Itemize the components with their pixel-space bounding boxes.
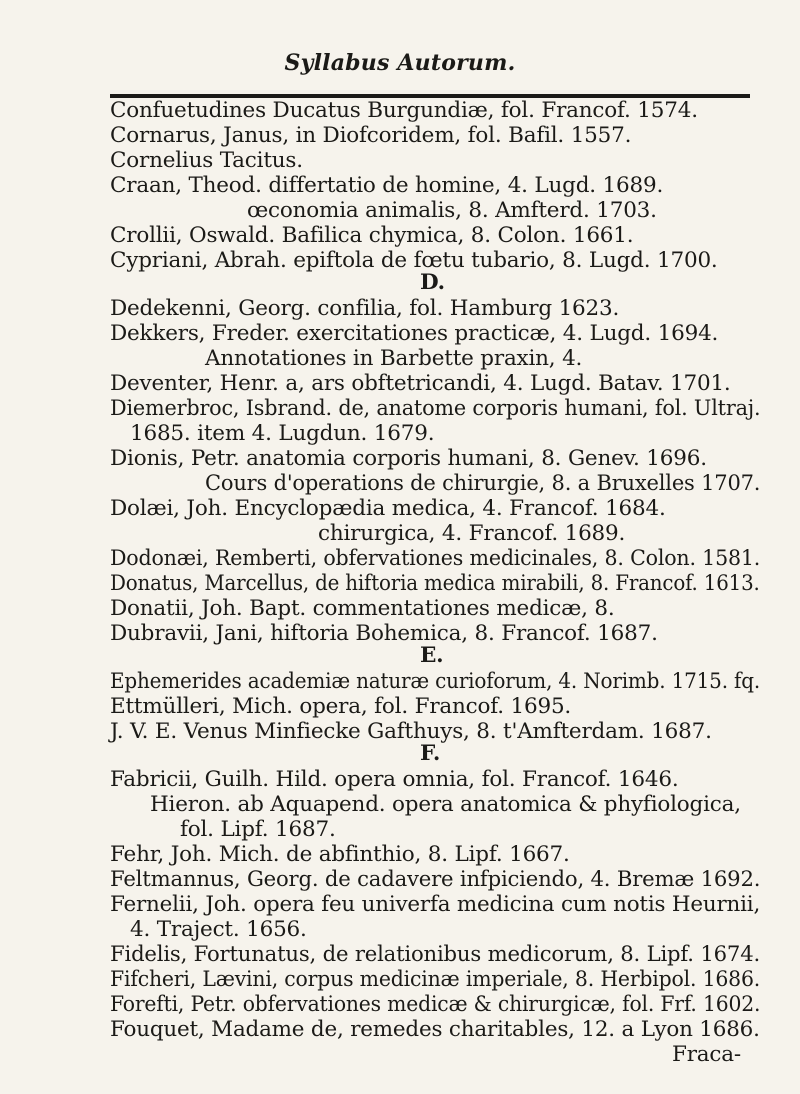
entry-continuation: fol. Lipf. 1687. — [180, 817, 336, 842]
entry-line: Confuetudines Ducatus Burgundiæ, fol. Francof. 1574. — [110, 98, 698, 123]
entry-line: J. V. E. Venus Minfiecke Gafthuys, 8. t'Amfterdam. 1687. — [110, 719, 712, 744]
entry-line: Crollii, Oswald. Bafilica chymica, 8. Colon. 1661. — [110, 223, 634, 248]
entry-continuation: œconomia animalis, 8. Amfterd. 1703. — [247, 198, 657, 223]
entry-continuation: 4. Traject. 1656. — [130, 917, 307, 942]
running-header: Syllabus Autorum. — [284, 50, 516, 76]
entry-continuation: Cours d'operations de chirurgie, 8. a Bruxelles 1707. — [205, 471, 761, 496]
entry-continuation: 1685. item 4. Lugdun. 1679. — [130, 421, 435, 446]
entry-line: Fidelis, Fortunatus, de relationibus medicorum, 8. Lipf. 1674. — [110, 942, 761, 967]
entry-line: Craan, Theod. differtatio de homine, 4. Lugd. 1689. — [110, 173, 664, 198]
entry-line: Dekkers, Freder. exercitationes practicæ, 4. Lugd. 1694. — [110, 321, 719, 346]
entry-line: Fernelii, Joh. opera feu univerfa medicina cum notis Heurnii, — [110, 892, 761, 917]
entry-line: Dedekenni, Georg. confilia, fol. Hamburg 1623. — [110, 296, 620, 321]
section-letter: E. — [420, 643, 444, 668]
entry-line: Fehr, Joh. Mich. de abfinthio, 8. Lipf. 1667. — [110, 842, 570, 867]
entry-line: Cornelius Tacitus. — [110, 148, 303, 173]
entry-line: Forefti, Petr. obfervationes medicæ & chirurgicæ, fol. Frf. 1602. — [110, 992, 761, 1017]
entry-line: Ephemerides academiæ naturæ curioforum, 4. Norimb. 1715. fq. — [110, 669, 761, 694]
entry-line: Diemerbroc, Isbrand. de, anatome corporis humani, fol. Ultraj. — [110, 396, 761, 421]
entry-line: Cypriani, Abrah. epiftola de fœtu tubario, 8. Lugd. 1700. — [110, 248, 718, 273]
entry-line: Dodonæi, Remberti, obfervationes medicinales, 8. Colon. 1581. — [110, 546, 761, 571]
catchword: Fraca- — [672, 1042, 741, 1067]
entry-line: Fouquet, Madame de, remedes charitables, 12. a Lyon 1686. — [110, 1017, 760, 1042]
section-letter: F. — [420, 741, 441, 766]
section-letter: D. — [420, 270, 445, 295]
entry-line: Donatii, Joh. Bapt. commentationes medicæ, 8. — [110, 596, 615, 621]
entry-line: Dubravii, Jani, hiftoria Bohemica, 8. Francof. 1687. — [110, 621, 658, 646]
entry-line: Dolæi, Joh. Encyclopædia medica, 4. Francof. 1684. — [110, 496, 666, 521]
entry-line: Cornarus, Janus, in Diofcoridem, fol. Bafil. 1557. — [110, 123, 632, 148]
entry-continuation: chirurgica, 4. Francof. 1689. — [318, 521, 626, 546]
entry-line: Fabricii, Guilh. Hild. opera omnia, fol. Francof. 1646. — [110, 767, 679, 792]
entry-line: Ettmülleri, Mich. opera, fol. Francof. 1695. — [110, 694, 572, 719]
entry-line: Donatus, Marcellus, de hiftoria medica mirabili, 8. Francof. 1613. — [110, 571, 760, 596]
entry-line: Dionis, Petr. anatomia corporis humani, 8. Genev. 1696. — [110, 446, 707, 471]
entry-line: Fifcheri, Lævini, corpus medicinæ imperiale, 8. Herbipol. 1686. — [110, 967, 761, 992]
entry-line: Deventer, Henr. a, ars obftetricandi, 4. Lugd. Batav. 1701. — [110, 371, 731, 396]
entry-continuation: Hieron. ab Aquapend. opera anatomica & phyfiologica, — [150, 792, 741, 817]
entry-continuation: Annotationes in Barbette praxin, 4. — [205, 346, 583, 371]
entry-line: Feltmannus, Georg. de cadavere infpiciendo, 4. Bremæ 1692. — [110, 867, 761, 892]
